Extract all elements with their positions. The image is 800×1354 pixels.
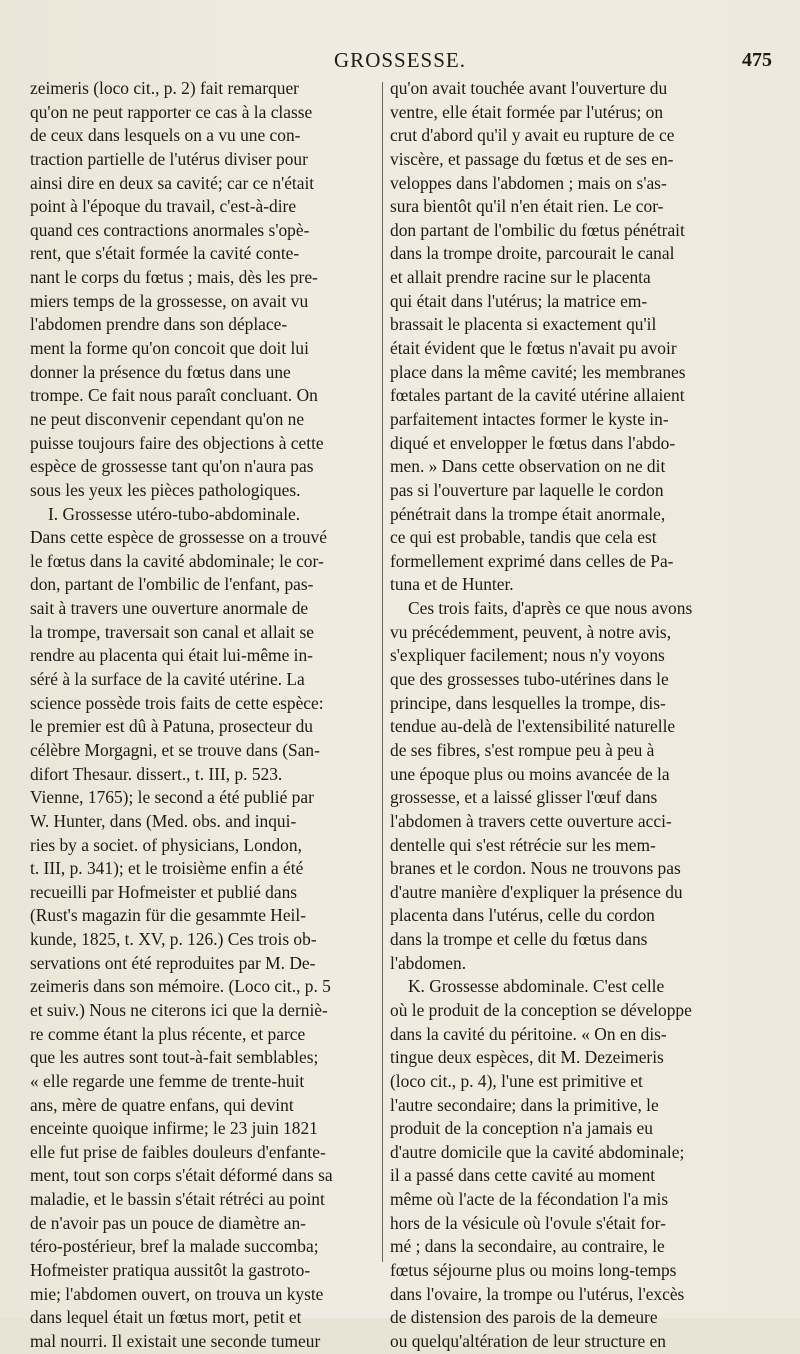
text-line: nant le corps du fœtus ; mais, dès les pre- [30, 267, 318, 288]
text-line: fœtus séjourne plus ou moins long-temps [390, 1260, 677, 1281]
running-head [0, 48, 800, 74]
text-line: ventre, elle était formée par l'utérus; on [390, 101, 664, 122]
text-line: Dans cette espèce de grossesse on a trouvé [30, 527, 327, 548]
left-text-column [30, 77, 378, 1354]
text-line: (Rust's magazin für die gesammte Heil- [30, 905, 306, 926]
text-line: ne peut disconvenir cependant qu'on ne [30, 408, 305, 429]
text-line: et suiv.) Nous ne citerons ici que la derniè- [30, 999, 328, 1020]
text-line: principe, dans lesquelles la trompe, dis- [390, 692, 666, 713]
text-line: le fœtus dans la cavité abdominale; le cor- [30, 550, 324, 571]
text-line: tendue au-delà de l'extensibilité naturelle [390, 716, 676, 737]
text-line: la trompe, traversait son canal et allait se [30, 621, 314, 642]
text-line: ment la forme qu'on concoit que doit lui [30, 338, 309, 359]
text-line: parfaitement intactes former le kyste in- [390, 408, 669, 429]
text-line: ans, mère de quatre enfans, qui devint [30, 1094, 294, 1115]
text-line: recueilli par Hofmeister et publié dans [30, 881, 298, 902]
text-line: dans la trompe droite, parcourait le canal [390, 243, 675, 264]
text-line: tingue deux espèces, dit M. Dezeimeris [390, 1047, 664, 1068]
text-line: et allait prendre racine sur le placenta [390, 267, 651, 288]
text-line: rent, que s'était formée la cavité conte- [30, 243, 300, 264]
text-line: fœtales partant de la cavité utérine allaient [390, 385, 685, 406]
text-line: de ceux dans lesquels on a vu une con- [30, 125, 301, 146]
text-line: célèbre Morgagni, et se trouve dans (San- [30, 739, 320, 760]
text-line: place dans la même cavité; les membranes [390, 361, 686, 382]
text-line: Vienne, 1765); le second a été publié par [30, 787, 314, 808]
text-line: grossesse, et a laissé glisser l'œuf dans [390, 787, 658, 808]
text-line: dans l'ovaire, la trompe ou l'utérus, l'excès [390, 1283, 685, 1304]
page-number: 475 [742, 49, 772, 71]
text-line: dans la trompe et celle du fœtus dans [390, 929, 648, 950]
text-line: produit de la conception n'a jamais eu [390, 1118, 653, 1139]
text-line: que des grossesses tubo-utérines dans le [390, 669, 669, 690]
text-line: d'autre manière d'expliquer la présence du [390, 881, 683, 902]
text-line: servations ont été reproduites par M. De- [30, 952, 316, 973]
text-line: ries by a societ. of physicians, London, [30, 834, 302, 855]
text-line: une époque plus ou moins avancée de la [390, 763, 670, 784]
text-line: mal nourri. Il existait une seconde tumeur [30, 1330, 321, 1351]
right-text-column [390, 77, 738, 1354]
text-line: ment, tout son corps s'était déformé dans sa [30, 1165, 333, 1186]
text-line: vu précédemment, peuvent, à notre avis, [390, 621, 672, 642]
text-line: Ces trois faits, d'après ce que nous avons [408, 598, 693, 619]
running-title: GROSSESSE. [334, 48, 466, 72]
text-line: dentelle qui s'est rétrécie sur les mem- [390, 834, 656, 855]
text-line: re comme étant la plus récente, et parce [30, 1023, 306, 1044]
text-line: de ses fibres, s'est rompue peu à peu à [390, 739, 655, 760]
text-line: men. » Dans cette observation on ne dit [390, 456, 666, 477]
text-line: (loco cit., p. 4), l'une est primitive et [390, 1070, 643, 1091]
text-line: sura bientôt qu'il n'en était rien. Le cor- [390, 196, 664, 217]
text-line: elle fut prise de faibles douleurs d'enfante- [30, 1141, 326, 1162]
text-line: kunde, 1825, t. XV, p. 126.) Ces trois ob- [30, 929, 317, 950]
text-line: branes et le cordon. Nous ne trouvons pas [390, 858, 681, 879]
text-line: que les autres sont tout-à-fait semblables; [30, 1047, 319, 1068]
column-divider [382, 82, 383, 1262]
text-line: ainsi dire en deux sa cavité; car ce n'était [30, 172, 315, 193]
text-line: ce qui est probable, tandis que cela est [390, 527, 657, 548]
text-line: dans lequel était un fœtus mort, petit et [30, 1307, 302, 1328]
text-line: qu'on avait touchée avant l'ouverture du [390, 78, 668, 98]
text-line: rendre au placenta qui était lui-même in- [30, 645, 313, 666]
text-line: même où l'acte de la fécondation l'a mis [390, 1189, 669, 1210]
text-line: diqué et envelopper le fœtus dans l'abdo- [390, 432, 676, 453]
text-line: sous les yeux les pièces pathologiques. [30, 479, 301, 500]
text-line: mie; l'abdomen ouvert, on trouva un kyste [30, 1283, 324, 1304]
text-line: qu'on ne peut rapporter ce cas à la classe [30, 101, 313, 122]
text-line: Hofmeister pratiqua aussitôt la gastroto- [30, 1260, 311, 1281]
text-line: placenta dans l'utérus, celle du cordon [390, 905, 655, 926]
text-line: difort Thesaur. dissert., t. III, p. 523. [30, 763, 283, 784]
text-line: brassait le placenta si exactement qu'il [390, 314, 657, 335]
text-line: viscère, et passage du fœtus et de ses en- [390, 148, 674, 169]
text-line: de distension des parois de la demeure [390, 1307, 658, 1328]
text-line: « elle regarde une femme de trente-huit [30, 1070, 305, 1091]
text-line: enceinte quoique infirme; le 23 juin 1821 [30, 1118, 318, 1139]
text-line: zeimeris (loco cit., p. 2) fait remarquer [30, 78, 299, 98]
text-line: l'abdomen prendre dans son déplace- [30, 314, 288, 335]
text-line: don, partant de l'ombilic de l'enfant, pas- [30, 574, 314, 595]
text-line: séré à la surface de la cavité utérine. La [30, 669, 305, 690]
text-line: W. Hunter, dans (Med. obs. and inqui- [30, 810, 297, 831]
text-line: mé ; dans la secondaire, au contraire, le [390, 1236, 665, 1257]
text-line: l'abdomen à travers cette ouverture acci- [390, 810, 672, 831]
text-line: sait à travers une ouverture anormale de [30, 598, 309, 619]
text-line: point à l'époque du travail, c'est-à-dire [30, 196, 297, 217]
text-line: où le produit de la conception se développe [390, 999, 692, 1020]
text-line: crut d'abord qu'il y avait eu rupture de ce [390, 125, 675, 146]
text-line: de n'avoir pas un pouce de diamètre an- [30, 1212, 306, 1233]
text-line: traction partielle de l'utérus diviser pour [30, 148, 308, 169]
text-line: donner la présence du fœtus dans une [30, 361, 291, 382]
text-line: tuna et de Hunter. [390, 574, 514, 595]
text-line: quand ces contractions anormales s'opè- [30, 219, 310, 240]
text-line: qui était dans l'utérus; la matrice em- [390, 290, 648, 311]
text-line: l'autre secondaire; dans la primitive, le [390, 1094, 659, 1115]
text-line: hors de la vésicule où l'ovule s'était for- [390, 1212, 666, 1233]
text-line: le premier est dû à Patuna, prosecteur du [30, 716, 313, 737]
text-line: maladie, et le bassin s'était rétréci au point [30, 1189, 325, 1210]
text-line: veloppes dans l'abdomen ; mais on s'as- [390, 172, 667, 193]
text-line: d'autre domicile que la cavité abdominale; [390, 1141, 685, 1162]
text-line: espèce de grossesse tant qu'on n'aura pas [30, 456, 314, 477]
text-line: don partant de l'ombilic du fœtus pénétrait [390, 219, 685, 240]
text-line: il a passé dans cette cavité au moment [390, 1165, 656, 1186]
text-line: zeimeris dans son mémoire. (Loco cit., p. 5 [30, 976, 331, 997]
text-line: miers temps de la grossesse, on avait vu [30, 290, 309, 311]
text-line: l'abdomen. [390, 952, 467, 973]
text-line: était évident que le fœtus n'avait pu avoir [390, 338, 677, 359]
text-line: pénétrait dans la trompe était anormale, [390, 503, 666, 524]
text-line: s'expliquer facilement; nous n'y voyons [390, 645, 665, 666]
text-line: science possède trois faits de cette espèce: [30, 692, 324, 713]
text-line: t. III, p. 341); et le troisième enfin a été [30, 858, 304, 879]
text-line: trompe. Ce fait nous paraît concluant. On [30, 385, 318, 406]
text-line: formellement exprimé dans celles de Pa- [390, 550, 674, 571]
text-line: I. Grossesse utéro-tubo-abdominale. [48, 503, 301, 524]
text-line: dans la cavité du péritoine. « On en dis- [390, 1023, 667, 1044]
text-line: K. Grossesse abdominale. C'est celle [408, 976, 665, 997]
text-line: téro-postérieur, bref la malade succomba; [30, 1236, 319, 1257]
text-line: puisse toujours faire des objections à cette [30, 432, 324, 453]
text-line: ou quelqu'altération de leur structure en [390, 1330, 666, 1351]
text-line: pas si l'ouverture par laquelle le cordon [390, 479, 664, 500]
